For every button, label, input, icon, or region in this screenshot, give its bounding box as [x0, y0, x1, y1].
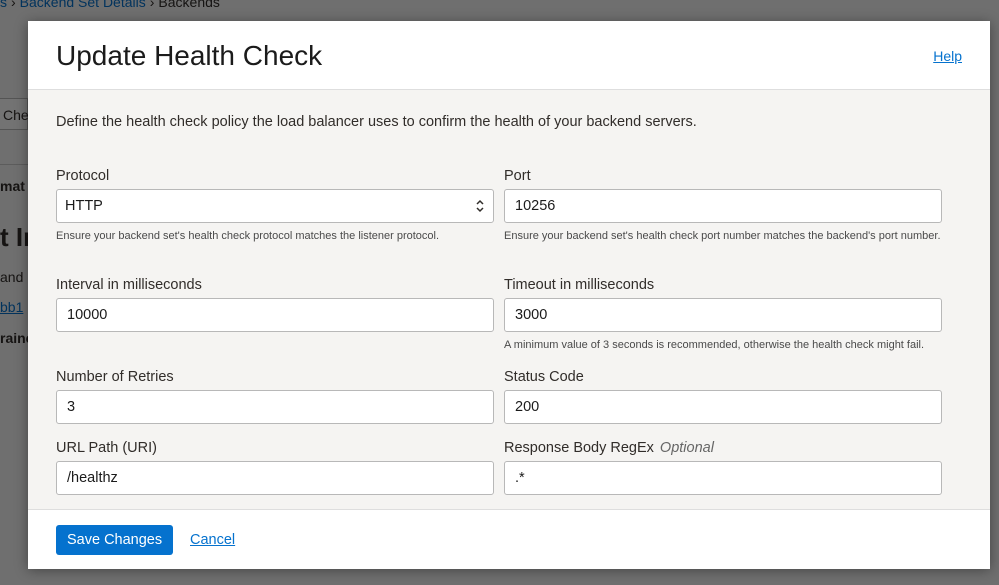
dialog-footer [28, 509, 990, 569]
protocol-label: Protocol [56, 168, 110, 184]
interval-field [56, 276, 494, 332]
cancel-link[interactable]: Cancel [190, 532, 236, 548]
timeout-hint: A minimum value of 3 seconds is recommended, otherwise the health check might fail. [504, 339, 925, 351]
dialog-title: Update Health Check [56, 40, 323, 71]
regex-input[interactable]: .* [504, 461, 942, 495]
url-path-input[interactable]: /healthz [56, 461, 494, 495]
timeout-input[interactable]: 3000 [504, 298, 942, 332]
save-changes-button[interactable]: Save Changes [56, 525, 173, 555]
retries-field [56, 368, 494, 424]
retries-input[interactable]: 3 [56, 390, 494, 424]
protocol-value: HTTP [65, 198, 103, 214]
optional-tag: Optional [659, 440, 714, 456]
protocol-field [56, 167, 494, 245]
url-path-field [56, 439, 494, 495]
regex-field [504, 439, 942, 495]
port-label: Port [504, 168, 531, 184]
dialog-header [28, 21, 990, 90]
port-hint: Ensure your backend set's health check port number matches the backend's port number. [504, 230, 941, 242]
protocol-hint: Ensure your backend set's health check protocol matches the listener protocol. [56, 230, 440, 242]
status-code-input[interactable]: 200 [504, 390, 942, 424]
port-field [504, 167, 942, 245]
interval-input[interactable]: 10000 [56, 298, 494, 332]
status-code-field [504, 368, 942, 424]
regex-label-row [504, 439, 942, 457]
intro-text: Define the health check policy the load balancer uses to confirm the health of your backend servers. [56, 114, 697, 130]
select-chevron-icon [475, 198, 485, 214]
interval-label: Interval in milliseconds [56, 277, 202, 293]
protocol-select[interactable] [56, 189, 494, 223]
help-link[interactable]: Help [933, 48, 962, 64]
status-code-label: Status Code [504, 369, 584, 385]
update-health-check-dialog [28, 21, 990, 568]
regex-label: Response Body RegEx [504, 440, 654, 456]
port-input[interactable]: 10256 [504, 189, 942, 223]
timeout-label: Timeout in milliseconds [504, 277, 655, 293]
timeout-field [504, 276, 942, 354]
url-path-label: URL Path (URI) [56, 440, 157, 456]
retries-label: Number of Retries [56, 369, 174, 385]
